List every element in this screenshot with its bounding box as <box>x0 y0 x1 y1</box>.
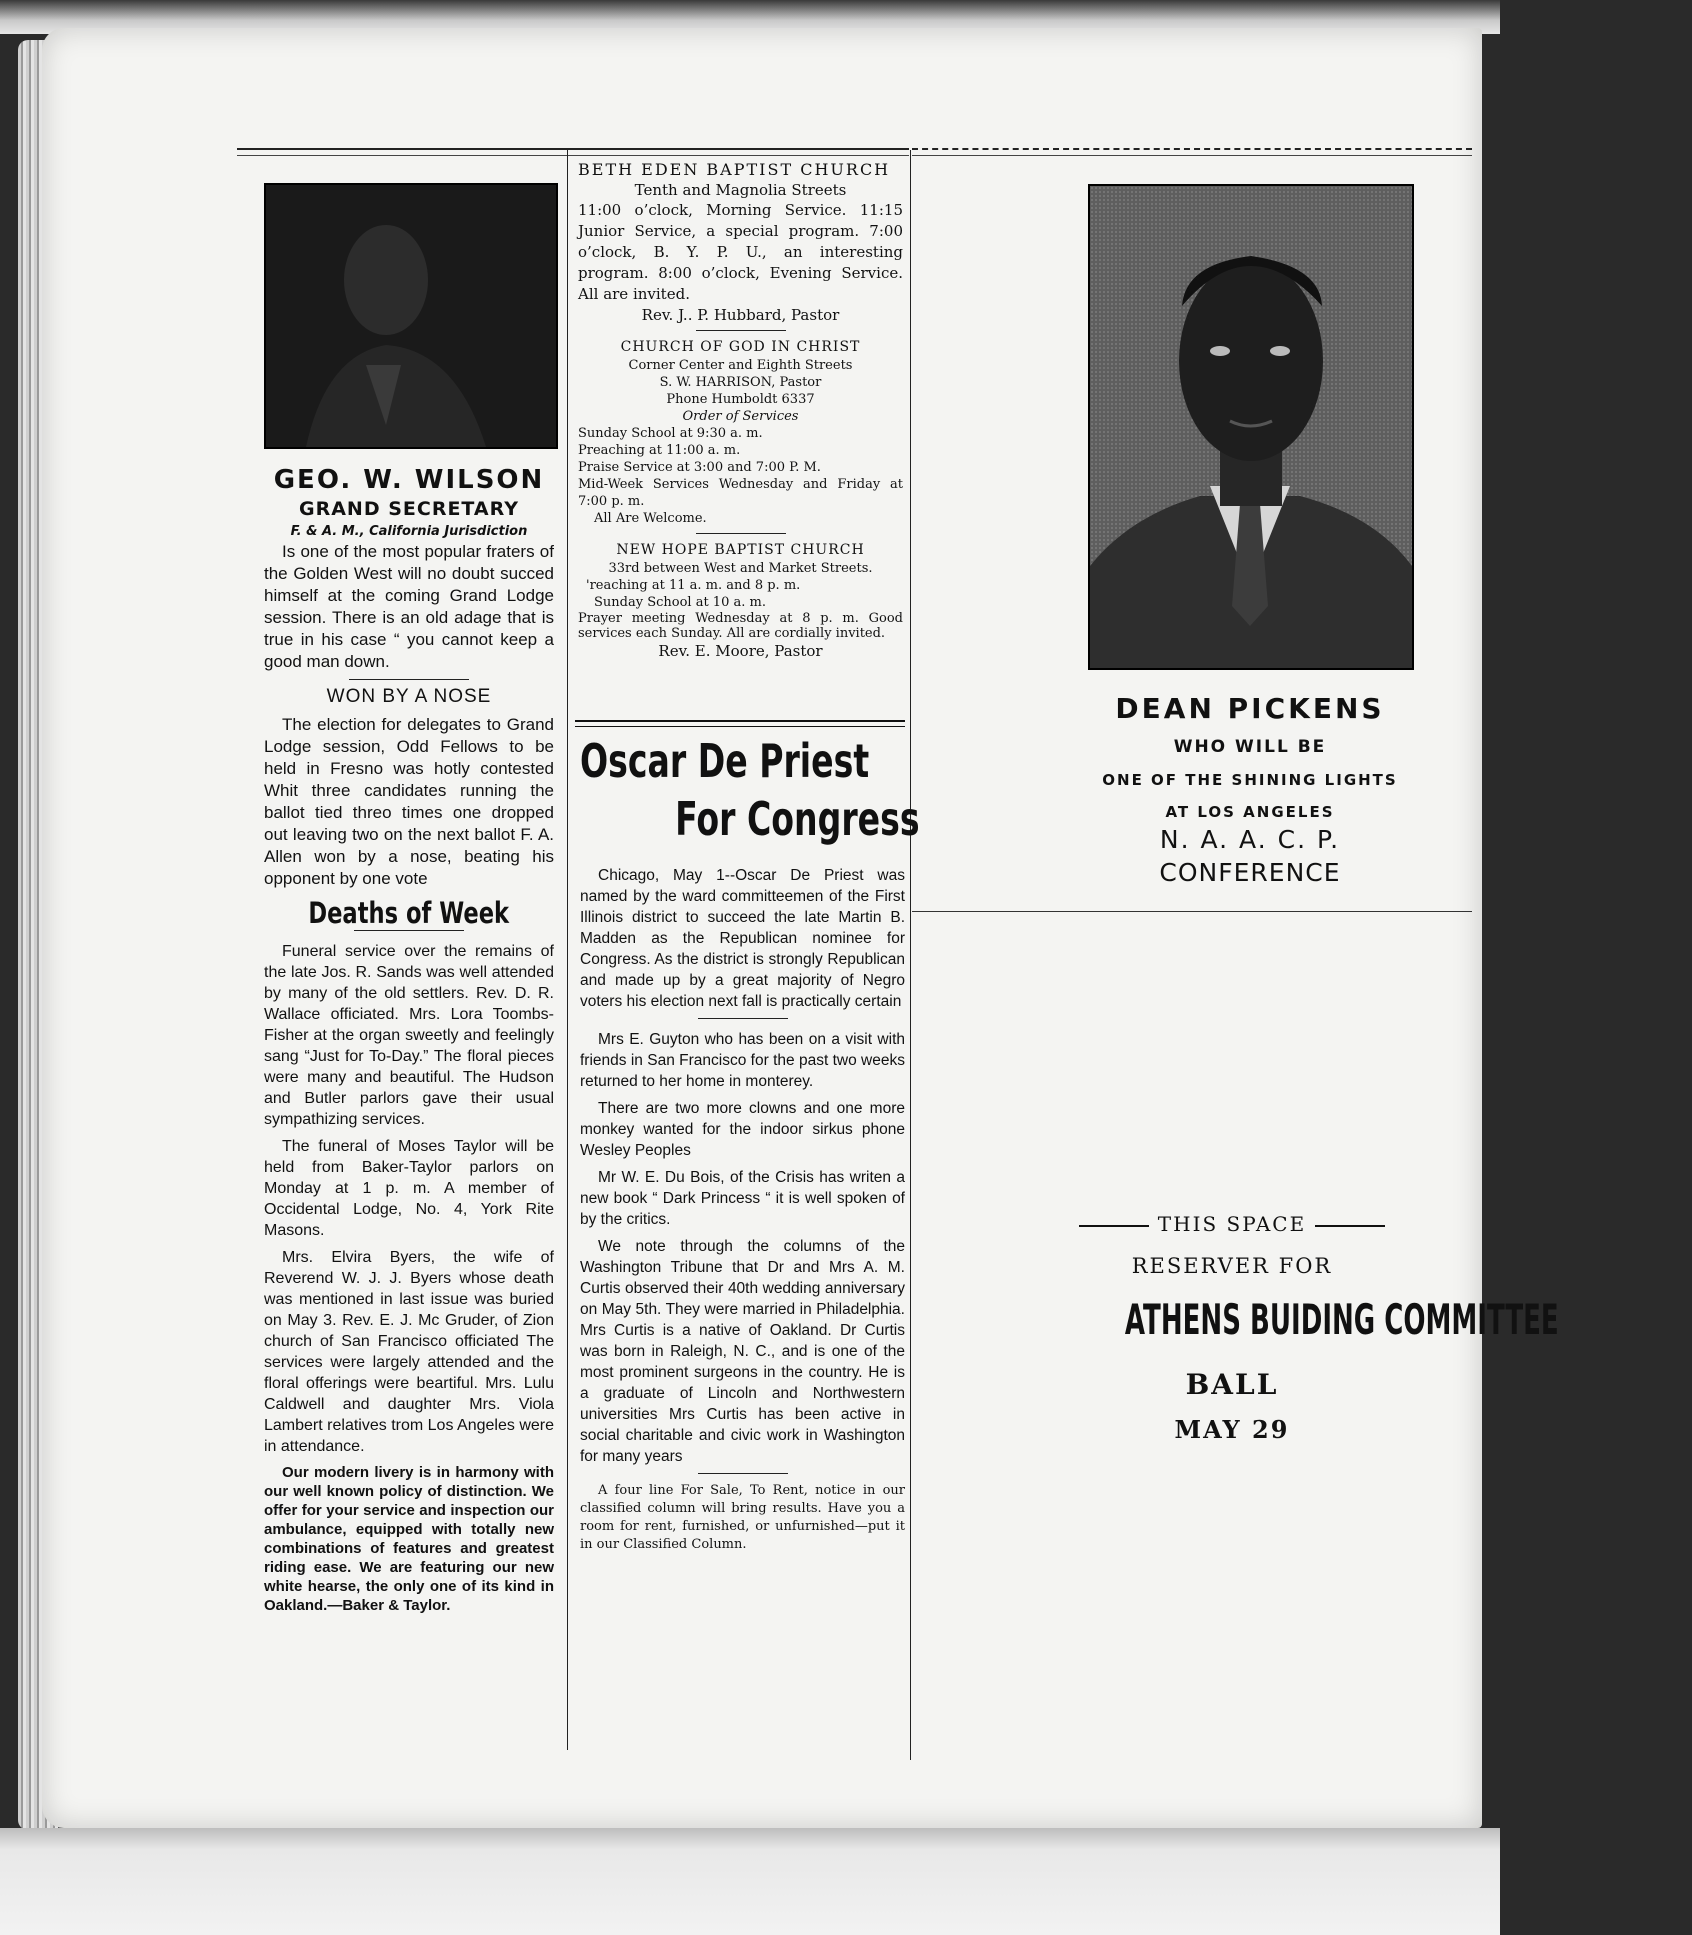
classified-notice <box>580 1482 905 1554</box>
new-hope-service: Sunday School at 10 a. m. <box>594 595 766 610</box>
deaths-underline <box>354 930 464 931</box>
local-note: There are two more clowns and one more monkey wanted for the indoor sirkus phone Wesley Peoples <box>580 1100 905 1159</box>
pickens-line: ONE OF THE SHINING LIGHTS <box>1102 771 1398 789</box>
wilson-portrait <box>264 183 558 449</box>
depriest-top-rule <box>575 720 905 727</box>
wilson-body-text: Is one of the most popular fraters of the Golden West will no doubt succed himself at the coming Grand Lodge session. There is an old adage that is true in his case “ you cannot keep a good man down. <box>264 542 554 671</box>
classified-divider <box>698 1473 788 1474</box>
pickens-caption <box>1030 692 1470 887</box>
new-hope-title: NEW HOPE BAPTIST CHURCH <box>616 542 865 558</box>
church-of-god-service: Preaching at 11:00 a. m. <box>578 443 741 458</box>
column-rule-1 <box>567 150 568 1750</box>
wilson-portrait-image <box>266 185 556 447</box>
deaths-paragraph: The funeral of Moses Taylor will be held from Baker-Taylor parlors on Monday at 1 p. m. A member of Occidental Lodge, No. 4, York Rite Masons. <box>264 1138 554 1239</box>
depriest-body-text: Chicago, May 1--Oscar De Priest was named by the ward committeemen of the First Illinois district to succeed the late Martin B. Madden as the Republican nominee for Congress. As the district is strongly Republican and made up by a great majority of Negro voters his election next fall is practically certain <box>580 867 905 1010</box>
church-of-god-service: Sunday School at 9:30 a. m. <box>578 426 763 441</box>
athens-ad-dash <box>1315 1225 1385 1227</box>
church-of-god-pastor: S. W. HARRISON, Pastor <box>659 375 822 390</box>
classified-notice-text: A four line For Sale, To Rent, notice in our classified column will bring results. Have you a room for rent, furnished, or unfurnished—put it in our Classified Column. <box>580 1483 905 1552</box>
beth-eden-pastor: Rev. J.. P. Hubbard, Pastor <box>641 306 840 324</box>
beth-eden-address: Tenth and Magnolia Streets <box>634 181 847 199</box>
wilson-name: GEO. W. WILSON <box>273 465 545 495</box>
church-of-god-title: CHURCH OF GOD IN CHRIST <box>620 339 861 355</box>
athens-ad-date: MAY 29 <box>1174 1415 1290 1444</box>
athens-ad-ball: BALL <box>1185 1368 1279 1401</box>
church-divider <box>696 533 786 534</box>
pickens-portrait <box>1088 184 1414 670</box>
pickens-org: N. A. A. C. P. <box>1159 825 1341 854</box>
won-by-nose-body <box>264 714 554 890</box>
new-hope-service: Prayer meeting Wednesday at 8 p. m. Good services each Sunday. All are cordially invited. <box>578 611 903 641</box>
local-note: We note through the columns of the Washington Tribune that Dr and Mrs A. M. Curtis observed their 40th wedding anniversary on May 5th. They were married in Philadelphia. Mrs Curtis is a native of Oakland. Dr Curtis was born in Raleigh, N. C., and is one of the most prominent surgeons in the country. He is a graduate of Lincoln and Northwestern universities Mrs Curtis has been active in social charitable and civic work in Washington for many years <box>580 1238 905 1465</box>
deaths-paragraph: Mrs. Elvira Byers, the wife of Reverend W. J. J. Byers whose death was mentioned in last issue was buried on May 3. Rev. E. J. Mc Gruder, of Zion church of San Francisco officiated The services were largely attended and the floral offerings were beartiful. Mrs. Lulu Caldwell and daughter Mrs. Viola Lambert relatives trom Los Angeles were in attendance. <box>264 1249 554 1455</box>
church-of-god-service: All Are Welcome. <box>594 511 707 526</box>
church-of-god-service: Mid-Week Services Wednesday and Friday at 7:00 p. m. <box>578 477 903 509</box>
church-of-god-phone: Phone Humboldt 6337 <box>666 392 815 407</box>
local-note: Mrs E. Guyton who has been on a visit with friends in San Francisco for the past two weeks returned to her home in monterey. <box>580 1031 905 1090</box>
pickens-conference: CONFERENCE <box>1159 858 1341 887</box>
new-hope-pastor: Rev. E. Moore, Pastor <box>658 642 823 660</box>
depriest-headline-1-wrap <box>580 733 905 789</box>
wilson-body <box>264 541 554 673</box>
wilson-title: GRAND SECRETARY <box>299 498 519 520</box>
church-of-god-order: Order of Services <box>682 409 799 424</box>
athens-ad <box>992 1212 1559 1444</box>
won-by-nose-text: The election for delegates to Grand Lodge session, Odd Fellows to be held in Fresno was hotly contested Whit three candidates running the ballot tied threo times one dropped out leaving two on the next ballot F. A. Allen won by a nose, beating his opponent by one vote <box>264 715 554 888</box>
church-of-god-address: Corner Center and Eighth Streets <box>628 358 853 373</box>
deaths-paragraph: Funeral service over the remains of the late Jos. R. Sands was well attended by many of the old settlers. Rev. D. R. Wallace officiated. Mrs. Lora Toombs-Fisher at the organ sweetly and feelingly sang “Just for To-Day.” The floral pieces were many and beautiful. The Hudson and Butler parlors gave their usual sympathizing services. <box>264 943 554 1128</box>
athens-headline: ATHENS BUIDING COMMITTEE <box>1124 1295 1559 1344</box>
new-hope-service: 'reaching at 11 a. m. and 8 p. m. <box>586 578 801 593</box>
athens-ad-dash <box>1079 1225 1149 1227</box>
pickens-line: AT LOS ANGELES <box>1165 803 1335 821</box>
depriest-body <box>580 865 905 1012</box>
scan-bottom-edge <box>0 1828 1500 1935</box>
pickens-name: DEAN PICKENS <box>1115 692 1385 725</box>
athens-ad-reserver: RESERVER FOR <box>1131 1254 1333 1278</box>
column-rule-2 <box>910 150 911 1760</box>
local-notes <box>580 1029 905 1467</box>
livery-ad: Our modern livery is in harmony with our well known policy of distinction. We offer for your service and inspection our ambulance, equipped with totally new combinations of features and greatest riding ease. We are featuring our new white hearse, the only one of its kind in Oakland.—Baker & Taylor. <box>264 1464 554 1614</box>
deaths-heading: Deaths of Week <box>308 896 510 930</box>
beth-eden-body: 11:00 o’clock, Morning Service. 11:15 Junior Service, a special program. 7:00 o’clock, B. Y. P. U., an interesting program. 8:00 o’clock, Evening Service. All are invited. <box>578 201 903 303</box>
athens-ad-line <box>992 1212 1472 1236</box>
wilson-divider <box>349 679 469 680</box>
top-rule-left <box>237 148 909 156</box>
new-hope-address: 33rd between West and Market Streets. <box>608 561 873 576</box>
church-of-god-service: Praise Service at 3:00 and 7:00 P. M. <box>578 460 821 475</box>
athens-headline-wrap <box>992 1292 1559 1348</box>
wilson-jurisdiction: F. & A. M., California Jurisdiction <box>290 524 528 539</box>
deaths-heading-wrap <box>264 896 554 930</box>
top-rule-right <box>912 148 1472 156</box>
depriest-headline-2-wrap <box>580 789 920 851</box>
local-note: Mr W. E. Du Bois, of the Crisis has writen a new book “ Dark Princess “ it is well spoken of by the critics. <box>580 1169 905 1228</box>
beth-eden-title: BETH EDEN BAPTIST CHURCH <box>578 160 891 179</box>
deaths-body <box>264 941 554 1615</box>
locals-divider <box>698 1018 788 1019</box>
church-divider <box>696 330 786 331</box>
wilson-article <box>264 465 554 1621</box>
right-section-rule <box>912 911 1472 912</box>
pickens-line: WHO WILL BE <box>1173 737 1327 757</box>
pickens-portrait-image <box>1090 186 1412 668</box>
church-notices <box>578 160 903 661</box>
won-by-nose-heading: WON BY A NOSE <box>326 686 492 707</box>
depriest-headline-1: Oscar De Priest <box>580 734 870 788</box>
depriest-headline-2: For Congress <box>675 792 920 846</box>
depriest-article <box>580 733 920 1560</box>
athens-ad-this-space: THIS SPACE <box>1157 1212 1307 1236</box>
